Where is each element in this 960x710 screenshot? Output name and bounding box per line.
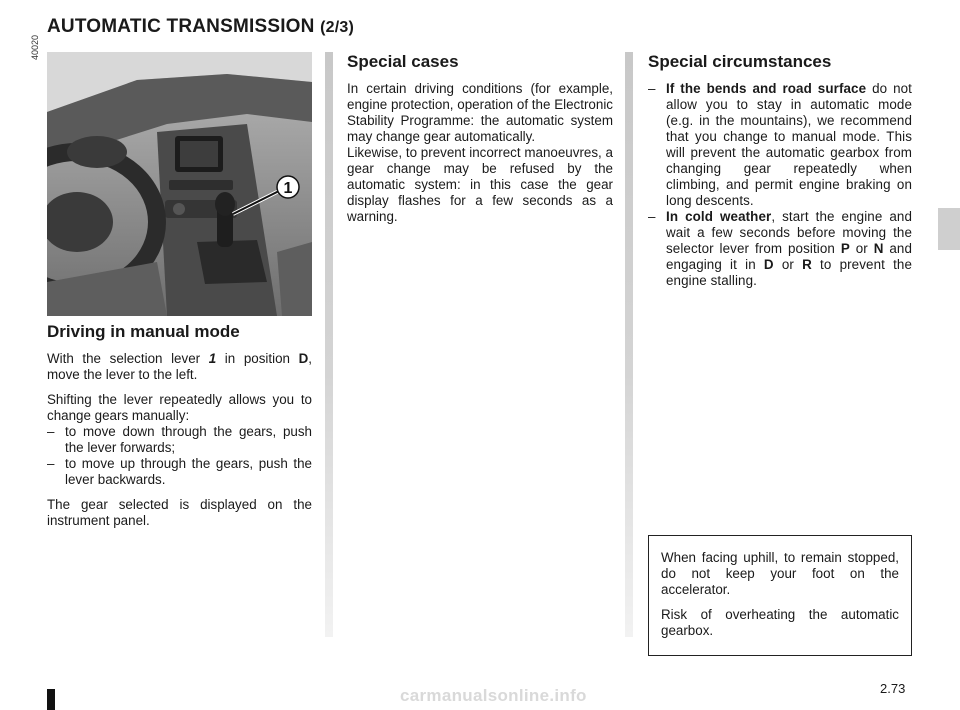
photo-code: 40020 bbox=[30, 34, 40, 60]
manual-mode-heading: Driving in manual mode bbox=[47, 322, 240, 341]
special-cases-section bbox=[347, 52, 613, 225]
list-item: – to move up through the gears, push the lever backwards. bbox=[47, 456, 312, 487]
page-edge-marker bbox=[47, 689, 55, 710]
special-cases-paragraph-2: Likewise, to prevent incorrect manoeuvres, a gear change may be refused by the automatic system: in this case the gear display flashes for a few seconds as a warning. bbox=[347, 145, 613, 224]
special-circumstances-section bbox=[648, 52, 912, 289]
special-cases-heading: Special cases bbox=[347, 52, 459, 71]
manual-mode-paragraph-2: Shifting the lever repeatedly allows you to change gears manually: bbox=[47, 392, 312, 423]
notice-paragraph-2: Risk of overheating the automatic gearbox. bbox=[661, 607, 899, 638]
title-main: AUTOMATIC TRANSMISSION bbox=[47, 16, 315, 37]
section-tab-marker bbox=[938, 208, 960, 250]
notice-paragraph-1: When facing uphill, to remain stopped, do not keep your foot on the accelerator. bbox=[661, 550, 899, 597]
column-divider-2 bbox=[625, 52, 633, 637]
warning-notice-box bbox=[648, 535, 912, 656]
dashboard-illustration bbox=[47, 52, 312, 316]
manual-mode-paragraph-1: With the selection lever 1 in position D, move the lever to the left. bbox=[47, 351, 312, 382]
special-cases-paragraph-1: In certain driving conditions (for example, engine protection, operation of the Electronic Stability Programme: the automatic system may change gear automatically. bbox=[347, 81, 613, 144]
manual-mode-paragraph-3: The gear selected is displayed on the instrument panel. bbox=[47, 497, 312, 528]
list-item: – If the bends and road surface do not allow you to stay in automatic mode (e.g. in the mountains), we recommend that you change to manual mode. This will prevent the automatic gearbox from changing gear repeatedly when climbing, and permit engine braking on long descents. bbox=[648, 81, 912, 208]
manual-mode-section bbox=[47, 322, 312, 538]
list-item: – In cold weather, start the engine and wait a few seconds before moving the selector lever from position P or N and engaging it in D or R to prevent the engine stalling. bbox=[648, 209, 913, 288]
list-item: – to move down through the gears, push the lever forwards; bbox=[47, 424, 312, 455]
title-part: (2/3) bbox=[320, 19, 354, 36]
watermark: carmanualsonline.info bbox=[400, 686, 587, 705]
callout-number: 1 bbox=[283, 180, 293, 197]
column-divider-1 bbox=[325, 52, 333, 637]
page-title bbox=[47, 16, 354, 38]
special-circumstances-heading: Special circumstances bbox=[648, 52, 832, 71]
page-number: 2.73 bbox=[880, 681, 906, 696]
dashboard-photo bbox=[47, 52, 312, 316]
